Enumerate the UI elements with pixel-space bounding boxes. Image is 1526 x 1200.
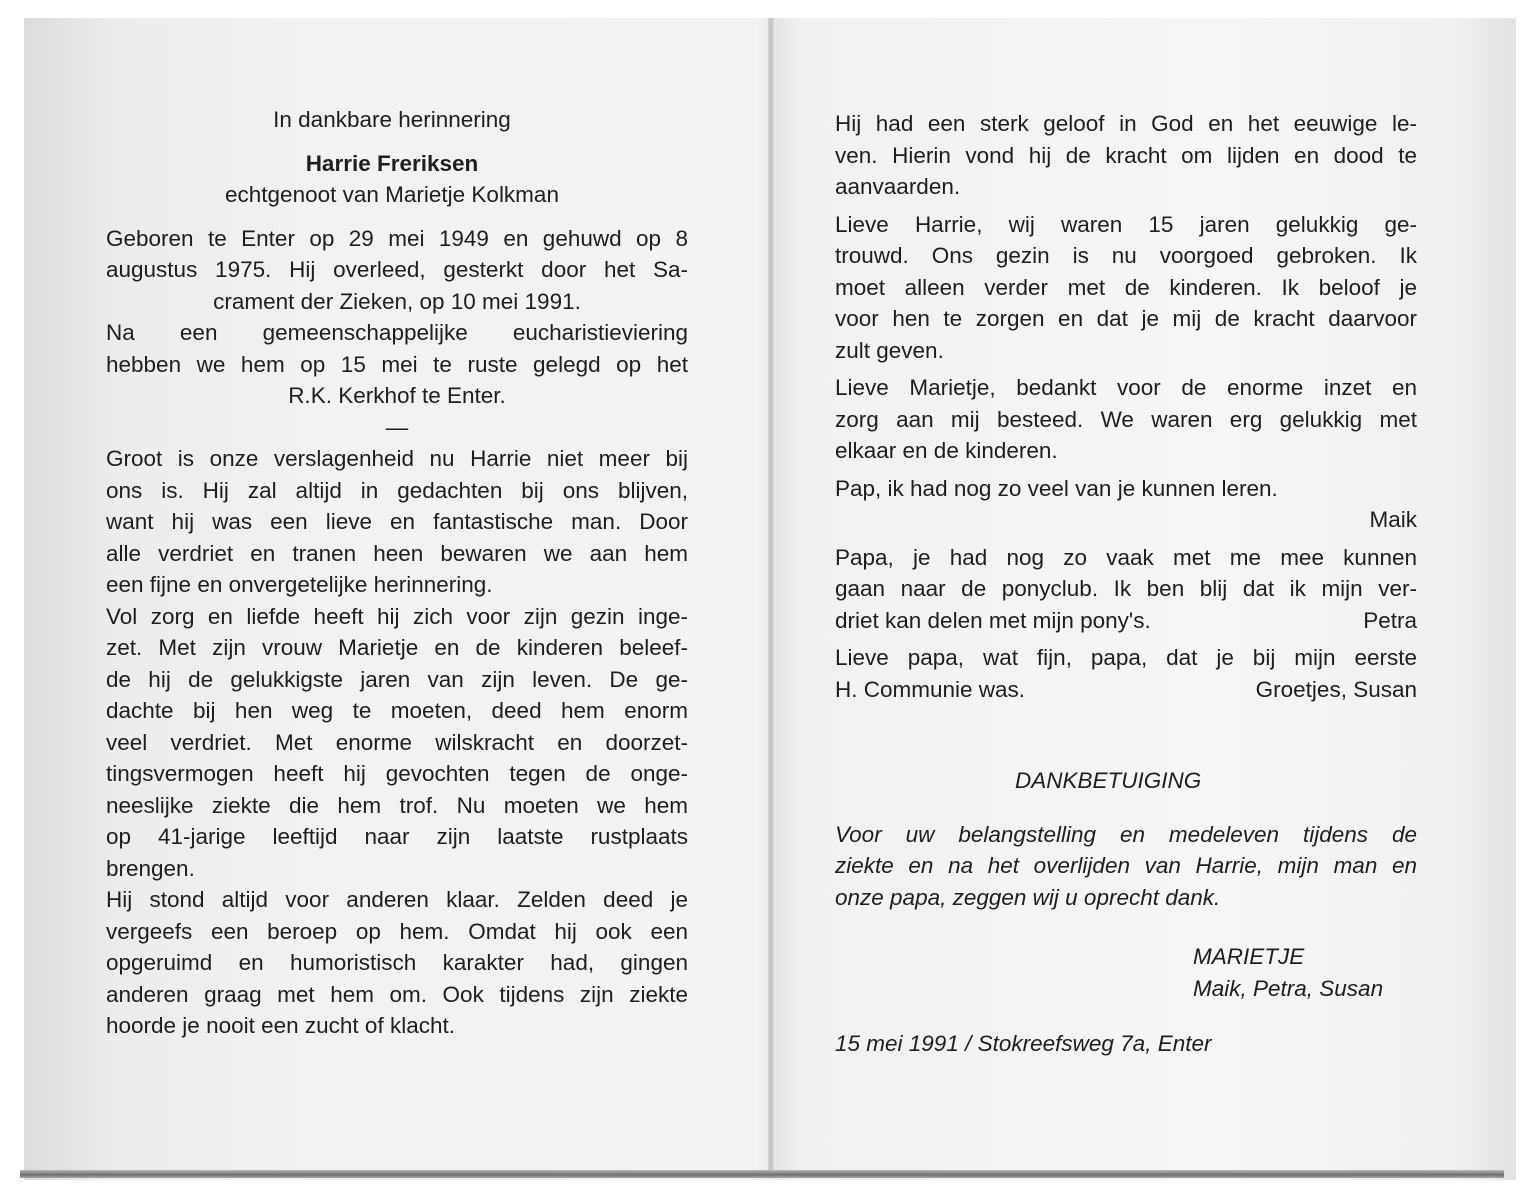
grief-line: Groot is onze verslagenheid nu Harrie niet meer bij [106,446,688,471]
signature-children: Maik, Petra, Susan [1193,975,1384,1001]
care-line: de hij de gelukkigste jaren van zijn leven. De ge- [106,666,688,692]
petra-signature: Petra [1363,607,1417,633]
burial-line: hebben we hem op 15 mei te ruste gelegd op het [106,351,688,377]
to-marietje-line: elkaar en de kinderen. [835,438,1058,463]
maik-message: Pap, ik had nog zo veel van je kunnen leren. [835,475,1278,501]
to-harrie-line: moet alleen verder met de kinderen. Ik beloof je [835,274,1417,300]
character-line: Hij stond altijd voor anderen klaar. Zelden deed je [106,887,688,912]
card-fold [768,18,774,1178]
grief-line: een fijne en onvergetelijke herinnering. [106,572,493,597]
grief-line: ons is. Hij zal altijd in gedachten bij ons blijven, [106,477,688,503]
to-harrie-line: Lieve Harrie, wij waren 15 jaren gelukkig ge- [835,211,1417,237]
faith-line: Hij had een sterk geloof in God en het eeuwige le- [835,111,1417,136]
separator: — [385,414,409,440]
grief-line: want hij was een lieve en fantastische man. Door [106,509,688,534]
to-marietje-line: zorg aan mij besteed. We waren erg gelukkig met [835,406,1417,432]
care-line: tingsvermogen heeft hij gevochten tegen de onge- [106,761,688,786]
care-line: op 41-jarige leeftijd naar zijn laatste rustplaats [106,824,688,849]
to-harrie-line: voor hen te zorgen en dat je mij de kracht daarvoor [835,306,1417,331]
left-page [106,104,688,1042]
susan-last-row [835,674,1417,706]
thanks-line: ziekte en na het overlijden van Harrie, mijn man en [835,853,1417,878]
care-line: neeslijke ziekte die hem trof. Nu moeten we hem [106,792,688,818]
character-line: vergeefs een beroep op hem. Omdat hij ook een [106,918,688,944]
date-address: 15 mei 1991 / Stokreefsweg 7a, Enter [835,1031,1212,1056]
susan-signature: Groetjes, Susan [1255,676,1417,702]
character-line: anderen graag met hem om. Ook tijdens zijn ziekte [106,981,688,1007]
maik-signature: Maik [1369,507,1417,532]
petra-last-row [835,605,1417,637]
thanks-line: Voor uw belangstelling en medeleven tijdens de [835,821,1417,847]
to-harrie-line: trouwd. Ons gezin is nu voorgoed gebroken. Ik [835,243,1417,268]
thanks-line: onze papa, zeggen wij u oprecht dank. [835,884,1221,910]
faith-line: ven. Hierin vond hij de kracht om lijden en dood te [835,142,1417,168]
deceased-name: Harrie Freriksen [305,150,479,176]
grief-line: alle verdriet en tranen heen bewaren we aan hem [106,540,688,566]
spouse-line: echtgenoot van Marietje Kolkman [225,182,559,207]
faith-line: aanvaarden. [835,174,961,199]
care-line: dachte bij hen weg te moeten, deed hem enorm [106,698,688,723]
care-line: zet. Met zijn vrouw Marietje en de kinderen beleef- [106,635,688,660]
to-harrie-line: zult geven. [835,337,944,363]
care-line: veel verdriet. Met enorme wilskracht en doorzet- [106,729,688,755]
character-line: opgeruimd en humoristisch karakter had, gingen [106,950,688,975]
thanks-title: DANKBETUIGING [1015,768,1202,793]
birth-line: augustus 1975. Hij overleed, gesterkt door het Sa- [106,257,688,282]
petra-line: driet kan delen met mijn pony's. [835,607,1151,633]
signature-name: MARIETJE [1193,944,1305,969]
card-bottom-edge [20,1170,1504,1178]
birth-line: crament der Zieken, op 10 mei 1991. [213,288,581,314]
burial-line: R.K. Kerkhof te Enter. [288,383,506,408]
heading: In dankbare herinnering [273,107,511,132]
petra-line: gaan naar de ponyclub. Ik ben blij dat ik mijn ver- [835,576,1417,601]
care-line: brengen. [106,855,195,881]
character-line: hoorde je nooit een zucht of klacht. [106,1013,455,1038]
susan-line: H. Communie was. [835,676,1026,702]
birth-line: Geboren te Enter op 29 mei 1949 en gehuwd op 8 [106,225,688,251]
to-marietje-line: Lieve Marietje, bedankt voor de enorme inzet en [835,375,1417,400]
burial-line: Na een gemeenschappelijke eucharistieviering [106,320,688,345]
care-line: Vol zorg en liefde heeft hij zich voor zijn gezin inge- [106,603,688,629]
petra-line: Papa, je had nog zo vaak met me mee kunnen [835,544,1417,570]
susan-line: Lieve papa, wat fijn, papa, dat je bij mijn eerste [835,645,1417,670]
right-page [835,108,1417,1060]
